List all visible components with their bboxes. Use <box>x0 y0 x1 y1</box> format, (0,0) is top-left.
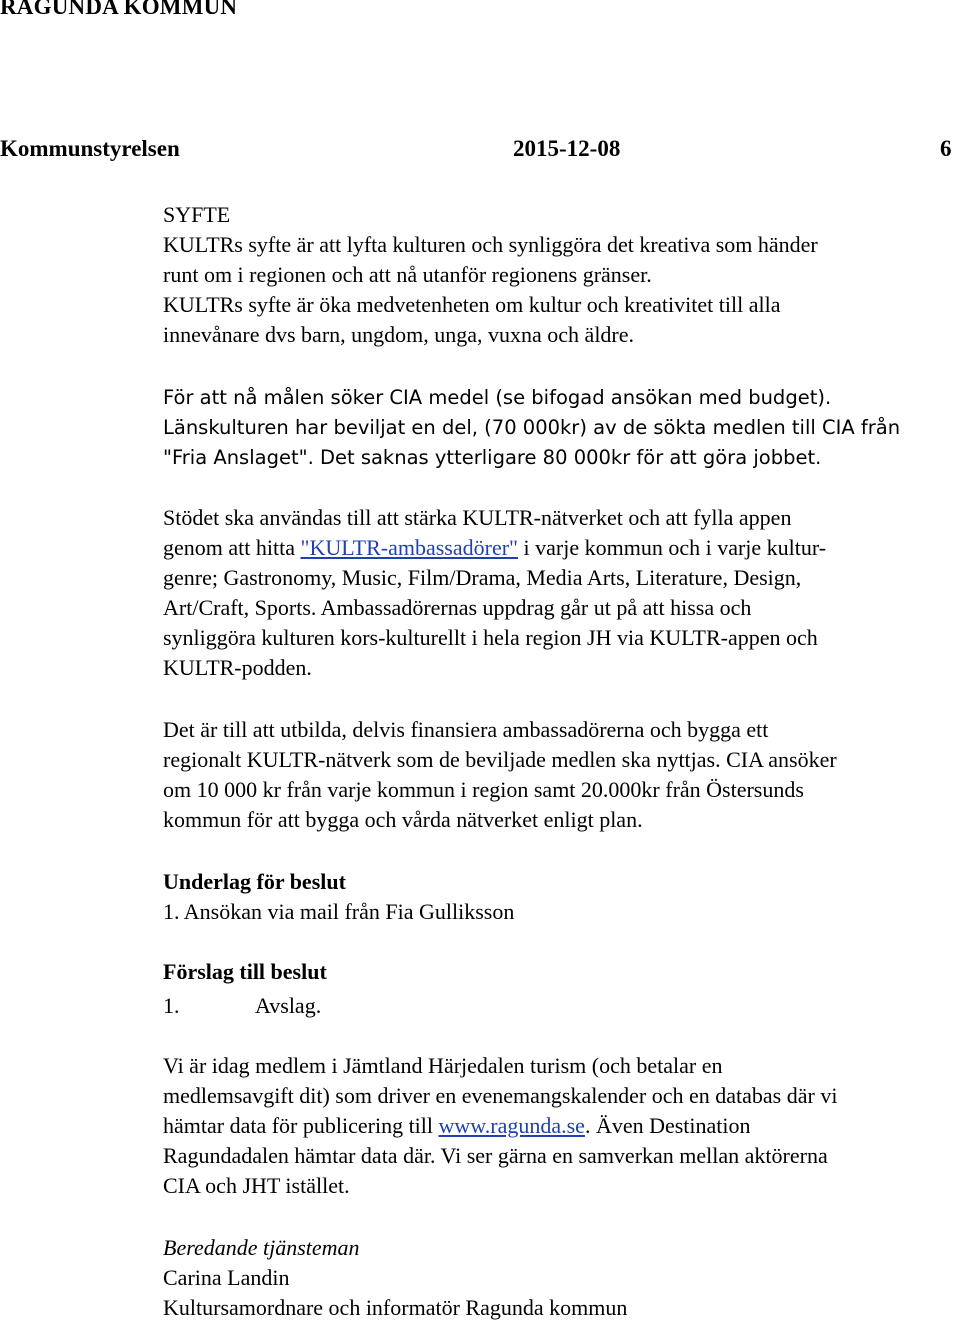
membership-line: Ragundadalen hämtar data där. Vi ser gärna en samverkan mellan aktörerna <box>163 1143 828 1168</box>
page-number: 6 <box>940 136 952 161</box>
signature-title: Kultursamordnare och informatör Ragunda kommun <box>163 1295 628 1320</box>
membership-line: medlemsavgift dit) som driver en evenemangskalender och en databas där vi <box>163 1083 838 1108</box>
membership-text: . Även Destination <box>584 1113 751 1138</box>
ambassador-link[interactable]: "KULTR-ambassadörer" <box>300 535 519 560</box>
membership-line <box>163 1111 960 1141</box>
basis-item: 1. Ansökan via mail från Fia Gulliksson <box>163 899 515 924</box>
committee-name: Kommunstyrelsen <box>0 136 180 161</box>
purpose-line: KULTRs syfte är att lyfta kulturen och synliggöra det kreativa som händer <box>163 232 818 257</box>
training-line: regionalt KULTR-nätverk som de beviljade medlen ska nyttjas. CIA ansöker <box>163 747 837 772</box>
membership-text: hämtar data för publicering till <box>163 1113 439 1138</box>
support-text: genom att hitta <box>163 535 301 560</box>
training-paragraph <box>163 715 960 835</box>
proposal-text: Avslag. <box>255 993 322 1018</box>
support-line: Art/Craft, Sports. Ambassadörernas uppdrag går ut på att hissa och <box>163 595 752 620</box>
purpose-section <box>163 200 960 350</box>
support-text: i varje kommun och i varje kultur- <box>518 535 827 560</box>
training-line: om 10 000 kr från varje kommun i region samt 20.000kr från Östersunds <box>163 777 804 802</box>
proposal-heading: Förslag till beslut <box>163 959 327 984</box>
funding-line: "Fria Anslaget". Det saknas ytterligare 80 000kr för att göra jobbet. <box>163 446 822 469</box>
proposal-section <box>163 957 960 1021</box>
support-line <box>163 533 960 563</box>
membership-paragraph <box>163 1051 960 1201</box>
ragunda-website-link[interactable]: www.ragunda.se <box>438 1113 585 1138</box>
signature-block <box>163 1233 960 1323</box>
proposal-number: 1. <box>163 993 180 1018</box>
basis-section <box>163 867 960 927</box>
training-line: kommun för att bygga och vårda nätverket enligt plan. <box>163 807 643 832</box>
basis-heading: Underlag för beslut <box>163 869 346 894</box>
support-line: genre; Gastronomy, Music, Film/Drama, Media Arts, Literature, Design, <box>163 565 802 590</box>
organization-name: RAGUNDA KOMMUN <box>0 0 238 19</box>
funding-paragraph <box>163 383 960 473</box>
support-line: Stödet ska användas till att stärka KULTR-nätverket och att fylla appen <box>163 505 792 530</box>
proposal-item <box>163 991 960 1021</box>
support-paragraph <box>163 503 960 683</box>
membership-line: Vi är idag medlem i Jämtland Härjedalen turism (och betalar en <box>163 1053 723 1078</box>
meeting-date: 2015-12-08 <box>513 136 621 161</box>
purpose-line: runt om i regionen och att nå utanför regionens gränser. <box>163 262 652 287</box>
purpose-heading: SYFTE <box>163 202 231 227</box>
funding-line: Länskulturen har beviljat en del, (70 000kr) av de sökta medlen till CIA från <box>163 416 901 439</box>
funding-line: För att nå målen söker CIA medel (se bifogad ansökan med budget). <box>163 386 832 409</box>
signature-name: Carina Landin <box>163 1265 290 1290</box>
purpose-line: innevånare dvs barn, ungdom, unga, vuxna och äldre. <box>163 322 635 347</box>
support-line: synliggöra kulturen kors-kulturellt i hela region JH via KULTR-appen och <box>163 625 818 650</box>
signature-label: Beredande tjänsteman <box>163 1235 360 1260</box>
purpose-line: KULTRs syfte är öka medvetenheten om kultur och kreativitet till alla <box>163 292 781 317</box>
membership-line: CIA och JHT istället. <box>163 1173 350 1198</box>
training-line: Det är till att utbilda, delvis finansiera ambassadörerna och bygga ett <box>163 717 769 742</box>
support-line: KULTR-podden. <box>163 655 312 680</box>
